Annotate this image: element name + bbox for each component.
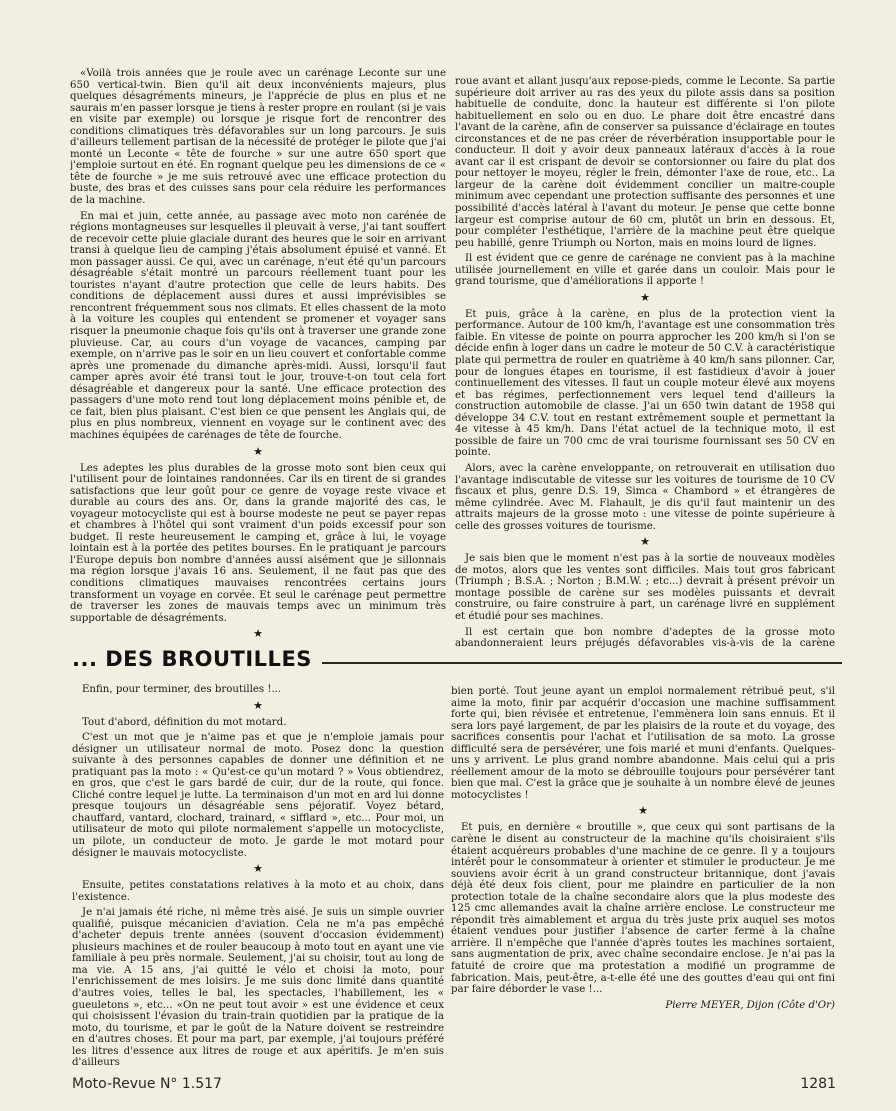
magazine-issue: Moto-Revue N° 1.517 xyxy=(72,1076,222,1092)
paragraph: C'est un mot que je n'aime pas et que je n'emploie jamais pour désigner un utilisateur normal de moto. Posez donc la question suivante à des personnes capables de donner une définition et ne pratiquant pas la moto : « Qu'est-ce qu'un motard ? » Vous obtiendrez, en gros, que c'est le gars bardé de cuir, dur de la route, qui fonce. Cliché contre lequel je lutte. La terminaison d'un mot en ard lui donne presque toujours un désagréable sens péjoratif. Voyez bétard, chauffard, vantard, clochard, trainard, « sifflard », etc... Pour moi, un utilisateur de moto qui pilote normalement s'appelle un motocycliste, un pilote, un conducteur de moto. Je garde le mot motard pour désigner le mauvais motocycliste. xyxy=(72,732,444,859)
page-footer xyxy=(72,1076,842,1096)
paragraph: Les adeptes les plus durables de la grosse moto sont bien ceux qui l'utilisent pour de lointaines randonnées. Car ils en tirent de si grandes satisfactions que leur goût pour ce genre de voyage reste vivace et durable au cours des ans. Or, dans la grande majorité des cas, le voyageur motocycliste qui est à bourse modeste ne peut se payer repas et chambres à l'hôtel qui sont vraiment d'un poids excessif pour son budget. Il reste heureusement le camping et, grâce à lui, le voyage lointain est à la portée des petites bourses. En le pratiquant je parcours l'Europe depuis bon nombre d'années aussi aisément que je sillonnais ma région lorsque j'avais 16 ans. Seulement, il ne faut pas que des conditions climatiques mauvaises rencontrées certains jours transforment un voyage en corvée. Et seul le carénage peut permettre de traverser les zones de mauvais temps avec un minimum très supportable de désagréments. xyxy=(70,462,446,624)
page-number: 1281 xyxy=(800,1076,836,1092)
star-separator-icon: ★ xyxy=(638,804,648,818)
article-column-top-left xyxy=(70,68,446,640)
star-separator-icon: ★ xyxy=(253,444,263,458)
paragraph: En mai et juin, cette année, au passage avec moto non carénée de régions montagneuses sur lesquelles il pleuvait à verse, j'ai tant souffert de recevoir cette pluie glaciale durant des heures que le soir en arrivant transi à quelque lieu de camping j'étais absolument épuisé et vanné. Et mon passager aussi. Ce qui, avec un carénage, n'eut été qu'un parcours désagréable s'était montré un parcours réellement tuant pour les touristes n'ayant d'autre protection que celle de leurs habits. Des conditions de déplacement aussi dures et aussi imprévisibles se rencontrent fréquemment sous nos climats. Et elles chassent de la moto à la voiture les couples qui entendent se promener et voyager sans risquer la pneumonie chaque fois qu'ils ont à traverser une grande zone pluvieuse. Car, au cours d'un voyage de vacances, camping par exemple, on n'arrive pas le soir en un lieu couvert et confortable comme après une promenade du dimanche après-midi. Aussi, lorsqu'il faut camper après avoir été transi tout le jour, trouve-t-on tout cela fort désagréable et dangereux pour la santé. Une efficace protection des passagers d'une moto rend tout long déplacement moins pénible et, de ce fait, bien plus plaisant. C'est bien ce que pensent les Anglais qui, de plus en plus nombreux, viennent en voyage sur le continent avec des machines équipées de carénages de tête de fourche. xyxy=(70,210,446,441)
article-column-bottom-right xyxy=(451,686,835,1066)
paragraph: «Voilà trois années que je roule avec un carénage Leconte sur une 650 vertical-twin. Bien qu'il ait deux inconvénients majeurs, plus quelques désagréments mineurs, je l'apprécie de plus en plus et ne saurais m'en passer lorsque je tiens à rester propre en roulant (si je vais en visite par exemple) ou lorsque je risque fort de rencontrer des conditions climatiques très défavorables sur un long parcours. Je suis d'ailleurs tellement partisan de la nécessité de protéger le pilote que j'ai monté un Leconte « tête de fourche » sur une autre 650 sport que j'emploie surtout en été. En rognant quelque peu les dimensions de ce « tête de fourche » je me suis retrouvé avec une efficace protection du buste, des bras et des cuisses sans pour cela réduire les performances de la machine. xyxy=(70,68,446,207)
star-separator-icon: ★ xyxy=(640,535,650,549)
heading-rule xyxy=(322,662,842,664)
section-heading xyxy=(72,645,842,673)
paragraph: Il est certain que bon nombre d'adeptes de la grosse moto abandonneraient leurs préjugés défavorables vis-à-vis de la carène xyxy=(455,626,835,648)
star-separator-icon: ★ xyxy=(253,698,263,712)
section-title: ... DES BROUTILLES xyxy=(72,647,312,671)
paragraph: roue avant et allant jusqu'aux repose-pieds, comme le Leconte. Sa partie supérieure doit arriver au ras des yeux du pilote assis dans sa position habituelle de conduite, donc la hauteur est différente si l'on pilote habituellement en solo ou en duo. Le phare doit être encastré dans l'avant de la carène, afin de conserver sa puissance d'éclairage en toutes circonstances et de ne pas créer de réverbération insupportable pour le conducteur. Il doit y avoir deux panneaux latéraux d'accès à la roue avant car il est crispant de devoir se contorsionner ou faire du plat dos pour nettoyer le moyeu, régler le frein, démonter l'axe de roue, etc.. La largeur de la carène doit évidemment concilier un maitre-couple minimum avec cependant une protection suffisante des personnes et une possibilité d'accès latéral à l'avant du moteur. Je pense que cette bonne largeur est comprise autour de 60 cm, plutôt un brin en dessous. Et, pour compléter l'esthétique, l'arrière de la machine peut être quelque peu habillé, genre Triumph ou Norton, mais en moins lourd de lignes. xyxy=(455,76,835,249)
author-signature: Pierre MEYER, Dijon (Côte d'Or) xyxy=(665,999,835,1011)
paragraph: Tout d'abord, définition du mot motard. xyxy=(82,716,287,728)
article-column-bottom-left xyxy=(72,684,444,1074)
paragraph: Ensuite, petites constatations relatives à la moto et au choix, dans l'existence. xyxy=(72,880,444,903)
article-column-top-right xyxy=(455,76,835,648)
paragraph: Il est évident que ce genre de carénage ne convient pas à la machine utilisée journellement en ville et garée dans un couloir. Mais pour le grand tourisme, que d'améliorations il apporte ! xyxy=(455,253,835,288)
paragraph: Alors, avec la carène enveloppante, on retrouverait en utilisation duo l'avantage indiscutable de vitesse sur les voitures de tourisme de 10 CV fiscaux et plus, genre D.S. 19, Simca « Chambord » et étrangères de même cylindrée. Avec M. Flahault, je dis qu'il faut maintenir un des attraits majeurs de la grosse moto : une vitesse de pointe supérieure à celle des grosses voitures de tourisme. xyxy=(455,462,835,532)
star-separator-icon: ★ xyxy=(253,862,263,876)
star-separator-icon: ★ xyxy=(253,627,263,640)
intro-line: Enfin, pour terminer, des broutilles !... xyxy=(82,684,282,695)
star-separator-icon: ★ xyxy=(640,290,650,304)
paragraph: bien porté. Tout jeune ayant un emploi normalement rétribué peut, s'il aime la moto, finir par acquérir d'occasion une machine suffisamment forte qui, bien révisée et entretenue, l'emmènera loin sans ennuis. Et il sera lors payé largement, de par les plaisirs de la route et du voyage, des sacrifices consentis pour l'achat et l'utilisation de sa moto. La grosse difficulté sera de persévérer, une fois marié et muni d'enfants. Quelques-uns y arrivent. Le plus grand nombre abandonne. Mais celui qui a pris réellement amour de la moto se débrouille toujours pour persévérer tant bien que mal. C'est la grâce que je souhaite à un nombre élevé de jeunes motocyclistes ! xyxy=(451,686,835,801)
paragraph: Je sais bien que le moment n'est pas à la sortie de nouveaux modèles de motos, alors que les ventes sont difficiles. Mais tout gros fabricant (Triumph ; B.S.A. ; Norton ; B.M.W. ; etc...) devrait à présent prévoir un montage possible de carène sur ses modèles puissants et devrait construire, ou faire construire à part, un carénage livré en supplément et étudié pour ses machines. xyxy=(455,553,835,622)
paragraph: Et puis, en dernière « broutille », que ceux qui sont partisans de la carène le disent au constructeur de la machine qu'ils choisiraient s'ils étaient acquéreurs probables d'une machine de ce genre. Il y a toujours intérêt pour le consommateur à orienter et stimuler le producteur. Je me souviens avoir écrit à un grand constructeur britannique, dont j'avais déjà été deux fois client, pour me plaindre en particulier de la non protection totale de la chaîne secondaire alors que la plus modeste des 125 cmc allemandes avait la chaîne arrière enclose. Le constructeur me répondit très aimablement et argua du très juste prix auquel ses motos étaient vendues pour justifier l'absence de carter fermé à la chaîne arrière. Il n'empêche que l'année d'après toutes les machines sortaient, sans augmentation de prix, avec chaîne secondaire enclose. Je n'ai pas la fatuité de croire que ma protestation a modifié un programme de fabrication. Mais, peut-être, a-t-elle été une des gouttes d'eau qui ont fini par faire déborder le vase !... xyxy=(451,822,835,996)
paragraph: Je n'ai jamais été riche, ni même très aisé. Je suis un simple ouvrier qualifié, puisque mécanicien d'aviation. Cela ne m'a pas empêché d'acheter depuis trente années (souvent d'occasion évidemment) plusieurs machines et de rouler beaucoup à moto tout en ayant une vie familiale à peu près normale. Seulement, j'ai su choisir, tout au long de ma vie. A 15 ans, j'ai quitté le vélo et choisi la moto, pour l'enrichissement de mes loisirs. Je me suis donc limité dans quantité d'autres voies, telles le bal, les spectacles, l'habillement, les « gueuletons », etc... «On ne peut tout avoir » est une évidence et ceux qui choisissent l'évasion du train-train quotidien par la pratique de la moto, du tourisme, et par le goût de la Nature doivent se restreindre en d'autres choses. Et pour ma part, par exemple, j'ai toujours préféré les litres d'essence aux litres de rouge et aux apéritifs. Je m'en suis d'ailleurs xyxy=(72,907,444,1069)
paragraph: Et puis, grâce à la carène, en plus de la protection vient la performance. Autour de 100 km/h, l'avantage est une consommation très faible. En vitesse de pointe on pourra approcher les 200 km/h si l'on se décide enfin à loger dans un cadre le moteur de 50 C.V. à caractéristique plate qui permettra de rouler en quatrième à 40 km/h sans pilonner. Car, pour de longues étapes en tourisme, il est fastidieux d'avoir à jouer continuellement des vitesses. Il faut un couple moteur élevé aux moyens et bas régimes, perfectionnement vers lequel tend d'ailleurs la construction automobile de classe. J'ai un 650 twin datant de 1958 qui développe 34 C.V. tout en restant extrêmement souple et permettant la 4e vitesse à 45 km/h. Dans l'état actuel de la technique moto, il est possible de faire un 700 cmc de vrai tourisme fournissant ses 50 CV en pointe. xyxy=(455,308,835,459)
